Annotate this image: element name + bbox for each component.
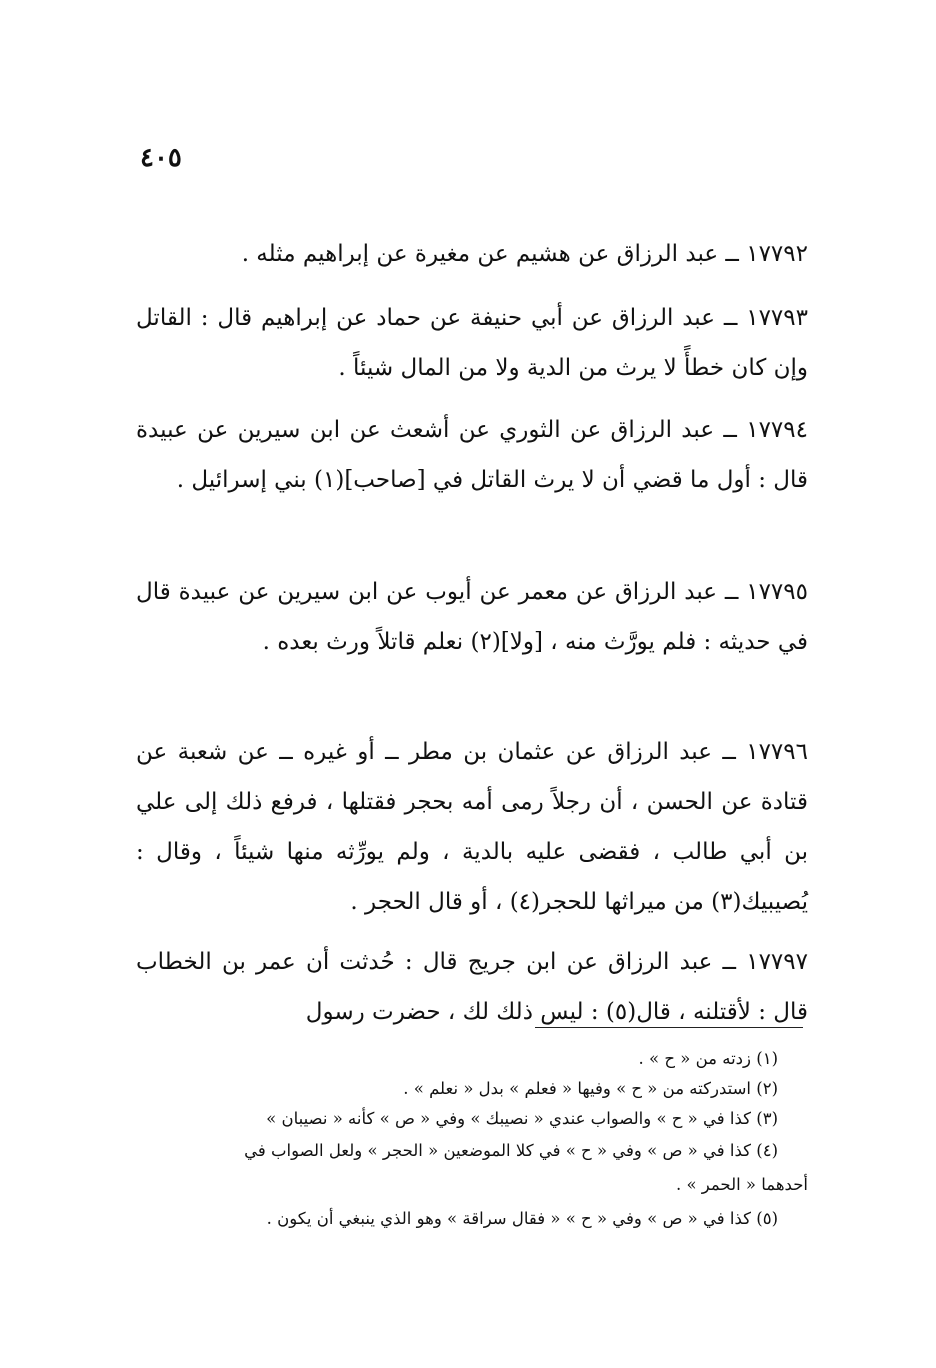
footnote-4-continuation: أحدهما « الحمر » . (675, 1175, 808, 1194)
footnote-3: (٣) كذا في « ح » والصواب عندي « نصيبك » وفي « ص » كأنه « نصيبان » (266, 1109, 778, 1128)
footnote-5: (٥) كذا في « ص » وفي « ح » « فقال سراقة » وهو الذي ينبغي أن يكون . (266, 1209, 778, 1228)
hadith-paragraph-17795: ١٧٧٩٥ ــ عبد الرزاق عن معمر عن أيوب عن ابن سيرين عن عبيدة قال في حديثه : فلم يورَّث منه ، [ولا](٢) نعلم قاتلاً ورث بعده . (136, 579, 808, 655)
footnote-2: (٢) استدركته من « ح » وفيها « فعلم » بدل « نعلم » . (403, 1079, 778, 1098)
hadith-paragraph-17796: ١٧٧٩٦ ــ عبد الرزاق عن عثمان بن مطر ــ أو غيره ــ عن شعبة عن قتادة عن الحسن ، أن رجلاً رمى أمه بحجر فقتلها ، فرفع ذلك إلى علي بن أبي طالب ، فقضى عليه بالدية ، ولم يورِّثه منها شيئاً ، وقال : يُصيبيك(٣) من ميراثها للحجر(٤) ، أو قال الحجر . (136, 739, 808, 915)
hadith-paragraph-17792: ١٧٧٩٢ ــ عبد الرزاق عن هشيم عن مغيرة عن إبراهيم مثله . (241, 241, 808, 267)
hadith-paragraph-17794: ١٧٧٩٤ ــ عبد الرزاق عن الثوري عن أشعث عن ابن سيرين عن عبيدة قال : أول ما قضي أن لا يرث القاتل في [صاحب](١) بني إسرائيل . (136, 417, 808, 493)
footnotes (136, 1044, 808, 1236)
footnote-1: (١) زدته من « ح » . (638, 1049, 778, 1068)
hadith-paragraph-17797: ١٧٧٩٧ ــ عبد الرزاق عن ابن جريج قال : حُدثت أن عمر بن الخطاب قال : لأقتلنه ، قال(٥) : ليس ذلك لك ، حضرت رسول (136, 949, 808, 1025)
footnote-4: (٤) كذا في « ص » وفي « ح » في كلا الموضعين « الحجر » ولعل الصواب في (244, 1141, 778, 1160)
hadith-paragraph-17793: ١٧٧٩٣ ــ عبد الرزاق عن أبي حنيفة عن حماد عن إبراهيم قال : القاتل وإن كان خطأً لا يرث من الدية ولا من المال شيئاً . (136, 305, 808, 381)
footnote-divider (535, 1027, 803, 1028)
page-number: ٤٠٥ (140, 143, 182, 173)
